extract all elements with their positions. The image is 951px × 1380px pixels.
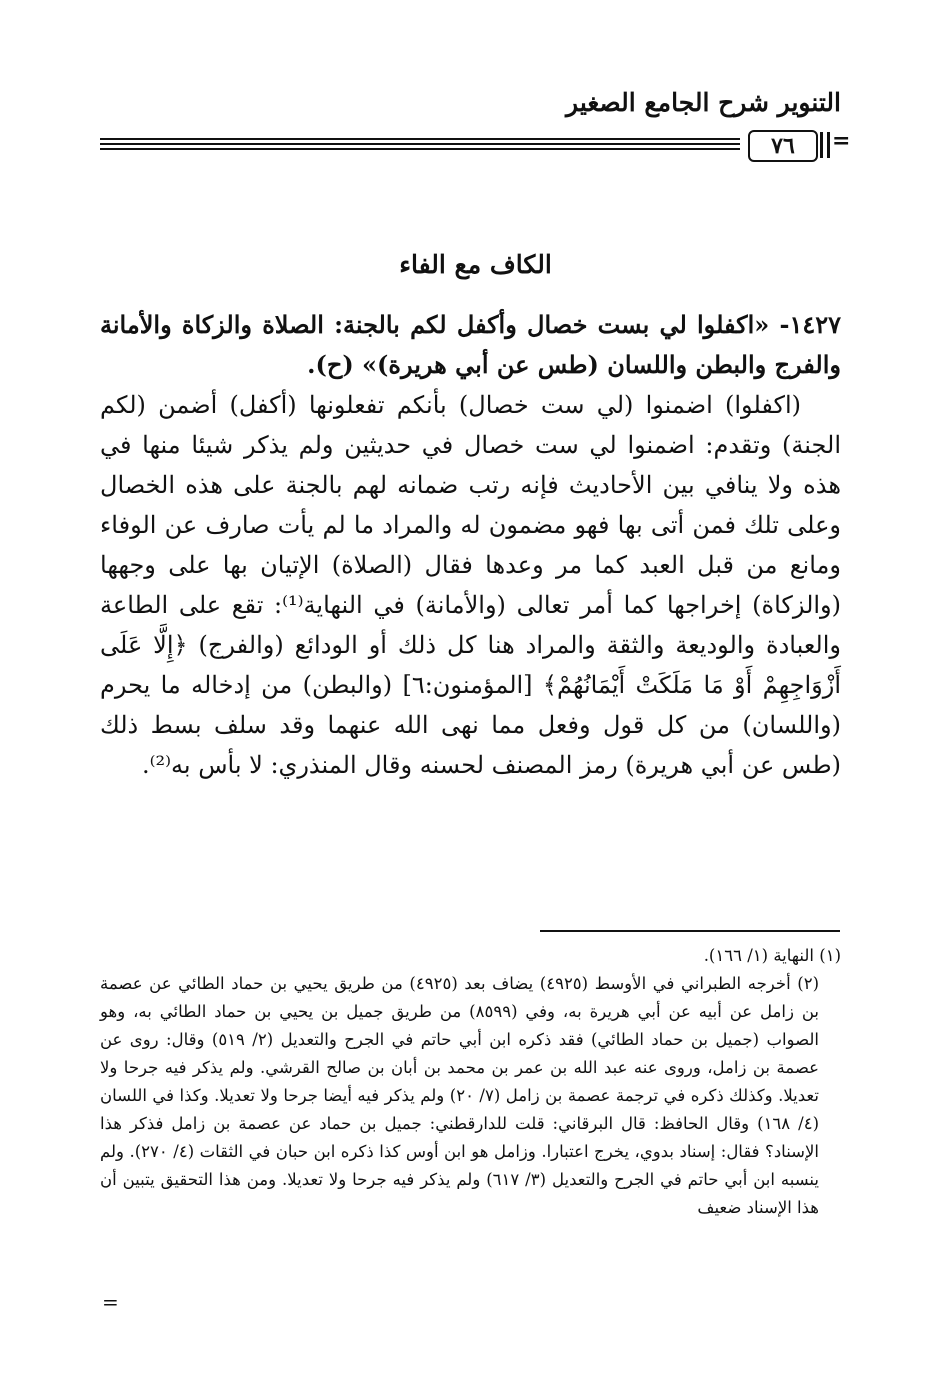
header-rule: [100, 128, 851, 160]
rule-line: [100, 143, 740, 145]
hadith-text: ١٤٢٧- «اكفلوا لي بست خصال وأكفل لكم بالجنة: الصلاة والزكاة والأمانة والفرج والبطن واللسان (طس عن أبي هريرة)» (ح).: [100, 310, 841, 379]
footnote-divider: [540, 930, 840, 932]
header-equals-mark: =: [832, 128, 851, 154]
rule-line: [100, 138, 740, 140]
footnotes: [100, 942, 841, 1222]
bracket-bar: [827, 132, 830, 158]
page-number: ٧٦: [748, 130, 818, 162]
rule-line: [100, 148, 740, 150]
commentary-paragraph: (اكفلوا) اضمنوا (لي ست خصال) بأنكم تفعلونها (أكفل) أضمن (لكم الجنة) وتقدم: اضمنوا لي ست خصال في حديثين ولم يذكر شيئا منها في هذه ولا ينافي بين الأحاديث فإنه رتب ضمانه لهم بالجنة على هذه الخصال وعلى تلك فمن أتى بها فهو مضمون له والمراد ما لم يأت صارف عن الوفاء ومانع من قبل العبد كما مر وعدها فقال (الصلاة) الإتيان بها على وجهها (والزكاة) إخراجها كما أمر تعالى (والأمانة) في النهاية⁽¹⁾: تقع على الطاعة والعبادة والوديعة والثقة والمراد هنا كل ذلك أو الودائع (والفرج) ﴿إِلَّا عَلَى أَزْوَاجِهِمْ أَوْ مَا مَلَكَتْ أَيْمَانُهُمْ﴾ [المؤمنون:٦] (والبطن) من إدخاله ما يحرم (واللسان) من كل قول وفعل مما نهى الله عنهما وقد سلف بسط ذلك (طس عن أبي هريرة) رمز المصنف لحسنه وقال المنذري: لا بأس به⁽²⁾.: [100, 391, 841, 779]
chapter-heading: الكاف مع الفاء: [399, 250, 552, 279]
footnote-2: (٢) أخرجه الطبراني في الأوسط (٤٩٢٥) يضاف بعد (٤٩٢٥) من طريق يحيي بن حماد الطائي عن عصمة بن زامل عن أبيه عن أبي هريرة به، وفي (٨٥٩٩) من طريق جميل بن يحيي بن حماد الطائي به، وهو الصواب (جميل بن حماد الطائي) فقد ذكره ابن أبي حاتم في الجرح والتعديل (٢/ ٥١٩) وقال: روى عن عصمة بن زامل، وروى عنه عبد الله بن عمر بن محمد بن أبان بن صالح القرشي. ولم يذكر فيه جرحا ولا تعديلا. وكذلك ذكره في ترجمة عصمة بن زامل (٧/ ٢٠) ولم يذكر فيه أيضا جرحا ولا تعديلا. وكذا في اللسان (٤/ ١٦٨) وقال الحافظ: قال البرقاني: قلت للدارقطني: جميل بن حماد عن عصمة بن زامل فذكر هذا الإسناد؟ فقال: إسناد بدوي، يخرج اعتبارا. وزامل هو ابن أوس كذا ذكره ابن حبان في الثقات (٤/ ٢٧٠). ولم ينسبه ابن أبي حاتم في الجرح والتعديل (٣/ ٦١٧) ولم يذكر فيه جرحا ولا تعديلا. ومن هذا التحقيق يتبين أن هذا الإسناد ضعيف: [100, 974, 820, 1217]
main-text: [100, 305, 841, 785]
bracket-bar: [820, 132, 823, 158]
running-title: التنوير شرح الجامع الصغير: [566, 88, 841, 117]
footnote-1: (١) النهاية (١/ ١٦٦).: [703, 946, 841, 965]
continuation-mark: =: [102, 1290, 119, 1314]
